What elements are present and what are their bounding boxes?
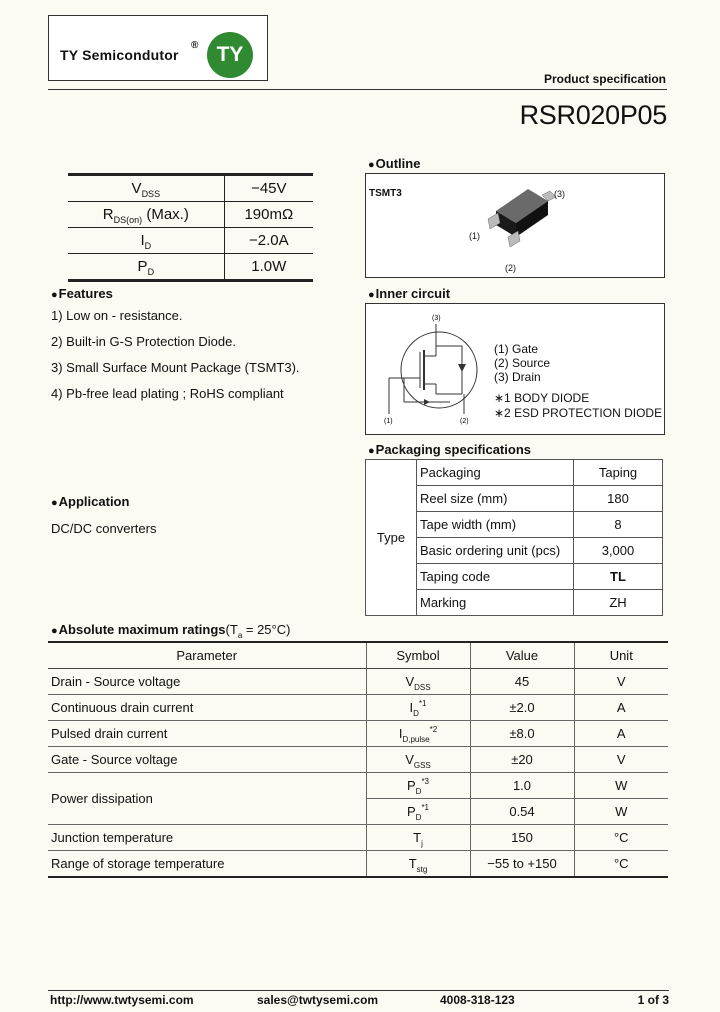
ratings-value: 45 xyxy=(470,669,574,695)
ratings-title: ● Absolute maximum ratings xyxy=(51,622,226,637)
legend-source: (2) Source xyxy=(494,356,551,370)
ratings-parameter: Continuous drain current xyxy=(48,695,366,721)
pin-1-label: (1) xyxy=(469,231,480,241)
ratings-value: ±8.0 xyxy=(470,721,574,747)
svg-text:(2): (2) xyxy=(460,418,469,425)
spec-value: 190mΩ xyxy=(224,202,313,228)
outline-box xyxy=(365,173,665,278)
company-logo: TY xyxy=(207,32,253,78)
ratings-value: 0.54 xyxy=(470,799,574,825)
feature-item-3: 3) Small Surface Mount Package (TSMT3). xyxy=(51,360,300,375)
spec-symbol: $V_{DSS}$ xyxy=(68,175,224,202)
ratings-unit: °C xyxy=(574,825,668,851)
legend-drain: (3) Drain xyxy=(494,370,541,384)
pin-1-lead xyxy=(488,213,500,229)
pin-2-lead xyxy=(508,231,520,247)
ratings-parameter: Range of storage temperature xyxy=(48,851,366,878)
ratings-unit: W xyxy=(574,773,668,799)
ratings-unit: V xyxy=(574,747,668,773)
ratings-parameter: Power dissipation xyxy=(48,773,366,825)
header-divider xyxy=(48,89,667,90)
packaging-label: Reel size (mm) xyxy=(417,486,574,512)
ratings-symbol: $T_j$ xyxy=(366,825,470,851)
package-name: TSMT3 xyxy=(369,188,402,199)
ratings-row xyxy=(48,851,668,878)
spec-row xyxy=(68,254,313,281)
packaging-label: Marking xyxy=(417,590,574,616)
packaging-value: Taping xyxy=(574,460,663,486)
application-text: DC/DC converters xyxy=(51,521,157,536)
packaging-value: ZH xyxy=(574,590,663,616)
circuit-notes xyxy=(494,391,662,421)
ratings-symbol: $T_{stg}$ xyxy=(366,851,470,878)
pin-2-label: (2) xyxy=(505,263,516,273)
ratings-header-row xyxy=(48,642,668,669)
ratings-header-cell: Parameter xyxy=(48,642,366,669)
footer-email[interactable]: sales@twtysemi.com xyxy=(257,993,379,1007)
outline-heading: ● Outline xyxy=(368,156,420,171)
ratings-unit: W xyxy=(574,799,668,825)
spec-value: 1.0W xyxy=(224,254,313,281)
packaging-value: TL xyxy=(574,564,663,590)
footer-phone: 4008-318-123 xyxy=(440,993,515,1007)
pin-legend xyxy=(494,342,550,384)
ratings-unit: A xyxy=(574,721,668,747)
ratings-header-cell: Value xyxy=(470,642,574,669)
circuit-diagram xyxy=(384,312,499,428)
packaging-value: 3,000 xyxy=(574,538,663,564)
ratings-row xyxy=(48,669,668,695)
features-heading: ● Features xyxy=(51,286,113,301)
ratings-row xyxy=(48,721,668,747)
spec-symbol: $I_D$ xyxy=(68,228,224,254)
ratings-parameter: Junction temperature xyxy=(48,825,366,851)
ratings-parameter: Gate - Source voltage xyxy=(48,747,366,773)
ratings-symbol: $P_D^{*3}$ xyxy=(366,773,470,799)
ratings-value: 150 xyxy=(470,825,574,851)
ratings-table xyxy=(48,641,668,878)
part-number: RSR020P05 xyxy=(519,100,667,130)
ratings-row xyxy=(48,747,668,773)
packaging-value: 180 xyxy=(574,486,663,512)
ratings-value: −55 to +150 xyxy=(470,851,574,878)
packaging-label: Tape width (mm) xyxy=(417,512,574,538)
spec-row xyxy=(68,175,313,202)
ratings-unit: °C xyxy=(574,851,668,878)
ratings-header-cell: Unit xyxy=(574,642,668,669)
svg-text:(3): (3) xyxy=(432,315,441,322)
ratings-unit: V xyxy=(574,669,668,695)
pin-3-label: (3) xyxy=(554,189,565,199)
ratings-heading xyxy=(51,622,291,640)
ratings-parameter: Pulsed drain current xyxy=(48,721,366,747)
note-esd-diode: ∗2 ESD PROTECTION DIODE xyxy=(494,406,663,420)
ratings-row xyxy=(48,695,668,721)
packaging-label: Basic ordering unit (pcs) xyxy=(417,538,574,564)
application-heading: ● Application xyxy=(51,494,129,509)
company-name: TY Semicondutor xyxy=(60,47,179,63)
inner-circuit-heading: ● Inner circuit xyxy=(368,286,450,301)
feature-item-4: 4) Pb-free lead plating ; RoHS compliant xyxy=(51,386,284,401)
spec-row xyxy=(68,202,313,228)
inner-circuit-box xyxy=(365,303,665,435)
footer-divider xyxy=(48,990,669,991)
ratings-symbol: $P_D^{*1}$ xyxy=(366,799,470,825)
note-body-diode: ∗1 BODY DIODE xyxy=(494,391,590,405)
feature-item-1: 1) Low on - resistance. xyxy=(51,308,183,323)
spec-symbol: $R_{DS(on)}$ (Max.) xyxy=(68,202,224,228)
packaging-value: 8 xyxy=(574,512,663,538)
ratings-symbol: $V_{GSS}$ xyxy=(366,747,470,773)
footer-website[interactable]: http://www.twtysemi.com xyxy=(50,993,194,1007)
packaging-label: Packaging xyxy=(417,460,574,486)
packaging-table xyxy=(365,459,663,616)
ratings-parameter: Drain - Source voltage xyxy=(48,669,366,695)
spec-value: −45V xyxy=(224,175,313,202)
spec-symbol: $P_D$ xyxy=(68,254,224,281)
packaging-type-label: Type xyxy=(366,460,417,616)
packaging-heading: ● Packaging specifications xyxy=(368,442,531,457)
registered-mark: ® xyxy=(191,40,199,51)
ratings-condition: $(T_a = 25^\circ C)$ xyxy=(225,622,291,640)
spec-summary-table xyxy=(68,173,313,282)
feature-item-2: 2) Built-in G-S Protection Diode. xyxy=(51,334,236,349)
spec-value: −2.0A xyxy=(224,228,313,254)
legend-gate: (1) Gate xyxy=(494,342,539,356)
ratings-row xyxy=(48,773,668,799)
ratings-symbol: $V_{DSS}$ xyxy=(366,669,470,695)
spec-row xyxy=(68,228,313,254)
ratings-symbol: $I_D^{*1}$ xyxy=(366,695,470,721)
ratings-value: 1.0 xyxy=(470,773,574,799)
product-specification-label: Product specification xyxy=(543,72,666,86)
ratings-header-cell: Symbol xyxy=(366,642,470,669)
ratings-value: ±2.0 xyxy=(470,695,574,721)
footer-page-number: 1 of 3 xyxy=(637,993,669,1007)
ratings-row xyxy=(48,825,668,851)
ratings-symbol: $I_{D,pulse}^{*2}$ xyxy=(366,721,470,747)
packaging-row xyxy=(366,460,663,486)
ratings-unit: A xyxy=(574,695,668,721)
svg-text:(1): (1) xyxy=(384,418,393,425)
packaging-label: Taping code xyxy=(417,564,574,590)
ratings-value: ±20 xyxy=(470,747,574,773)
